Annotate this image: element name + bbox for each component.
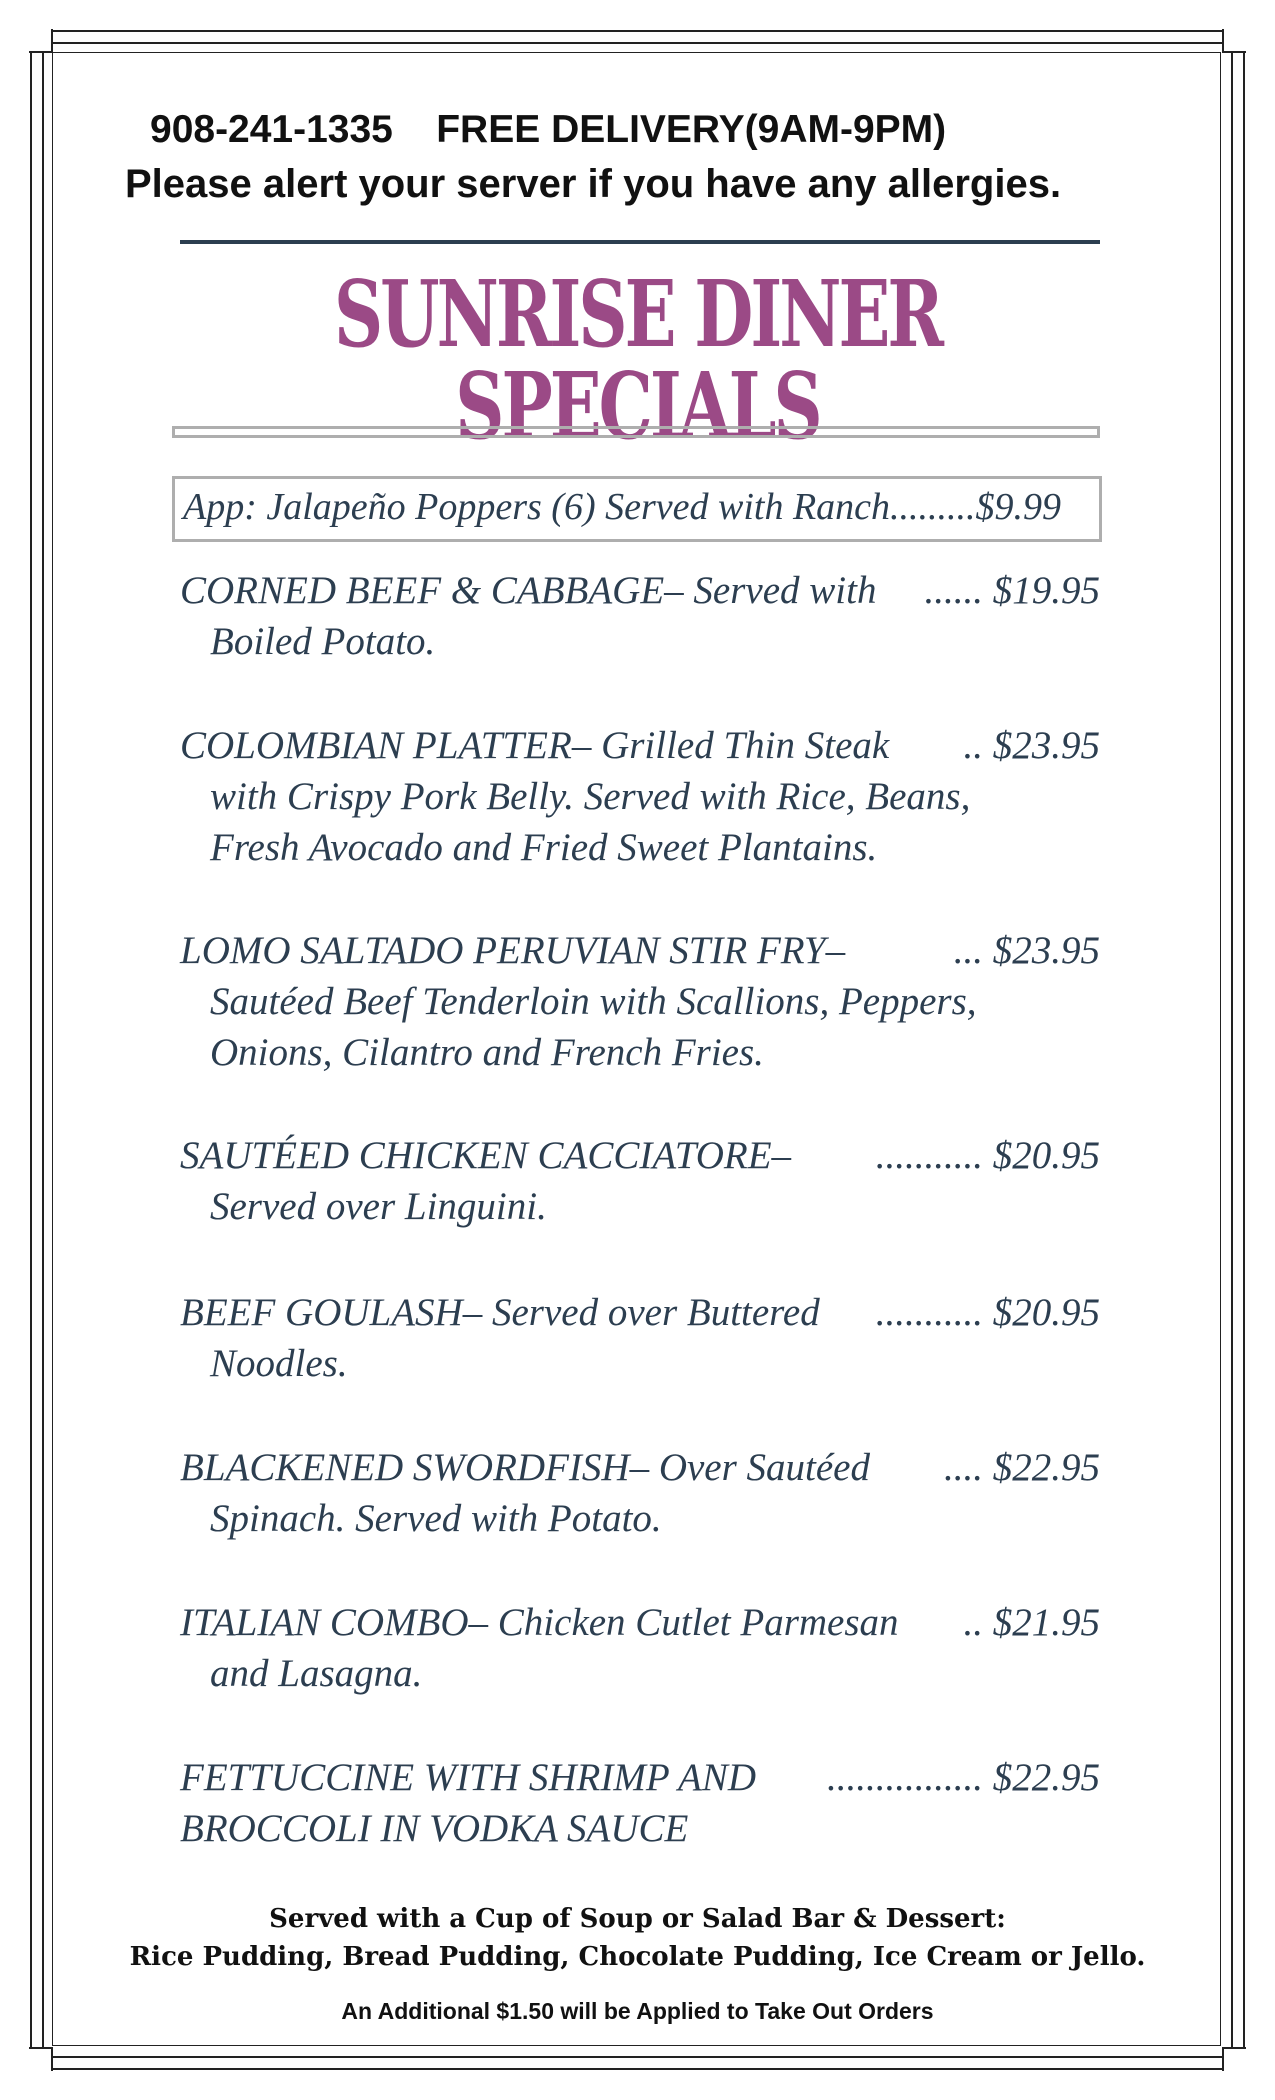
- menu-item: [180, 1287, 1100, 1389]
- menu-item-name: FETTUCCINE WITH SHRIMP AND: [180, 1756, 756, 1799]
- menu-item-detail-line: and Lasagna.: [210, 1652, 423, 1695]
- price-value: $23.95: [992, 724, 1100, 767]
- menu-item-description: –: [825, 929, 846, 972]
- price-value: $20.95: [992, 1291, 1100, 1334]
- allergy-notice: Please alert your server if you have any allergies.: [125, 162, 1062, 206]
- menu-item-name: LOMO SALTADO PERUVIAN STIR FRY: [180, 929, 826, 972]
- price-leader-dots: ...: [953, 929, 993, 972]
- corner-notch-top-left: [29, 29, 53, 53]
- menu-item-price: [964, 1597, 1101, 1648]
- menu-item: [180, 565, 1100, 667]
- menu-item-price: [954, 925, 1100, 976]
- menu-item: [180, 720, 1100, 873]
- price-leader-dots: ....: [944, 1446, 993, 1489]
- menu-item-name: BLACKENED SWORDFISH: [180, 1446, 630, 1489]
- menu-item-price: [827, 1752, 1100, 1803]
- price-value: $22.95: [992, 1446, 1100, 1489]
- menu-item: [180, 1130, 1100, 1232]
- dessert-options: Rice Pudding, Bread Pudding, Chocolate Pudding, Ice Cream or Jello.: [129, 1942, 1146, 1972]
- menu-item: [180, 1442, 1100, 1544]
- menu-item-price: [876, 1130, 1100, 1181]
- menu-item-detail-line: Spinach. Served with Potato.: [210, 1497, 662, 1540]
- price-leader-dots: ................: [827, 1756, 993, 1799]
- menu-item-detail-line: Noodles.: [210, 1342, 348, 1385]
- menu-item-heading: [180, 1597, 1100, 1648]
- appetizer-box: App: Jalapeño Poppers (6) Served with Ranch.........$9.99: [172, 476, 1102, 542]
- menu-item-detail-line: Boiled Potato.: [210, 620, 436, 663]
- corner-notch-top-right: [1222, 29, 1246, 53]
- delivery-notice: FREE DELIVERY(9AM-9PM): [436, 108, 947, 151]
- takeout-note: An Additional $1.50 will be Applied to Take Out Orders: [341, 1998, 934, 2024]
- corner-notch-bottom-right: [1222, 2047, 1246, 2071]
- menu-item-heading: [180, 565, 1100, 616]
- menu-item-description: – Grilled Thin Steak: [571, 724, 890, 767]
- menu-item-price: [944, 1442, 1100, 1493]
- served-with-line: Served with a Cup of Soup or Salad Bar & Dessert:: [269, 1904, 1006, 1934]
- menu-item-name: COLOMBIAN PLATTER: [180, 724, 572, 767]
- menu-item-heading: [180, 1287, 1100, 1338]
- menu-item-price: [925, 565, 1101, 616]
- menu-item-detail-line: BROCCOLI IN VODKA SAUCE: [180, 1807, 689, 1850]
- price-leader-dots: ...........: [875, 1134, 993, 1177]
- menu-item-name: BEEF GOULASH: [180, 1291, 463, 1334]
- menu-item-detail-line: Fresh Avocado and Fried Sweet Plantains.: [210, 826, 878, 869]
- menu-item-heading: [180, 1752, 1100, 1803]
- menu-item-detail-line: Served over Linguini.: [210, 1185, 547, 1228]
- menu-item-heading: [180, 1130, 1100, 1181]
- served-with-note: [0, 1900, 1275, 1976]
- menu-item-description: –: [771, 1134, 792, 1177]
- menu-item: [180, 1752, 1100, 1854]
- menu-item-description: – Served over Buttered: [462, 1291, 820, 1334]
- menu-item-detail-line: Sautéed Beef Tenderloin with Scallions, Peppers,: [210, 980, 977, 1023]
- price-value: $21.95: [992, 1601, 1100, 1644]
- menu-item-name: SAUTÉED CHICKEN CACCIATORE: [180, 1134, 772, 1177]
- menu-item-name: CORNED BEEF & CABBAGE: [180, 569, 665, 612]
- price-leader-dots: ......: [924, 569, 993, 612]
- menu-item-description: – Over Sautéed: [629, 1446, 870, 1489]
- contact-line: [150, 108, 946, 152]
- price-value: $22.95: [992, 1756, 1100, 1799]
- title-divider: [172, 426, 1100, 438]
- menu-item-description: – Chicken Cutlet Parmesan: [468, 1601, 899, 1644]
- menu-item-price: [876, 1287, 1100, 1338]
- menu-item-name: ITALIAN COMBO: [180, 1601, 469, 1644]
- menu-item-price: [964, 720, 1101, 771]
- header-divider: [180, 240, 1100, 244]
- corner-notch-bottom-left: [29, 2047, 53, 2071]
- menu-item-heading: [180, 720, 1100, 771]
- menu-item-detail-line: with Crispy Pork Belly. Served with Rice, Beans,: [210, 775, 971, 818]
- price-value: $19.95: [992, 569, 1100, 612]
- menu-item-description: – Served with: [664, 569, 877, 612]
- price-leader-dots: ..: [963, 724, 993, 767]
- price-value: $23.95: [992, 929, 1100, 972]
- price-value: $20.95: [992, 1134, 1100, 1177]
- phone-number: 908-241-1335: [150, 108, 393, 151]
- page-title: SUNRISE DINER SPECIALS: [333, 260, 942, 460]
- menu-item-heading: [180, 1442, 1100, 1493]
- price-leader-dots: ...........: [875, 1291, 993, 1334]
- menu-item: [180, 925, 1100, 1078]
- menu-item-detail-line: Onions, Cilantro and French Fries.: [210, 1031, 764, 1074]
- menu-item-heading: [180, 925, 1100, 976]
- price-leader-dots: ..: [963, 1601, 993, 1644]
- menu-item: [180, 1597, 1100, 1699]
